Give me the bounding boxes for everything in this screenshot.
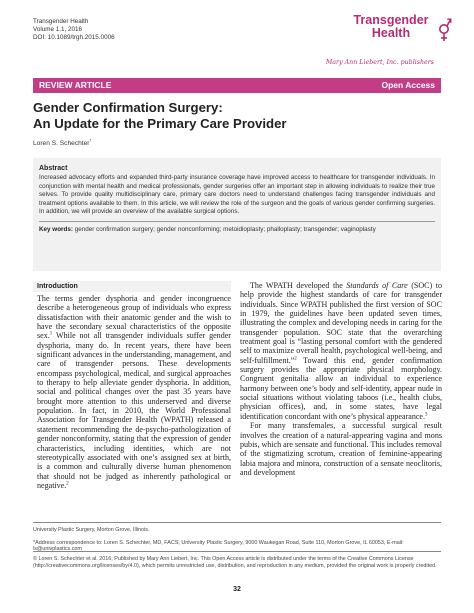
ref-3[interactable]: 3 — [425, 412, 428, 418]
license-divider — [33, 551, 441, 552]
intro-text-b: While not all transgender individuals suffer gender dysphoria, many do. In recent years, there have been significant advances in the understanding, management, and care of transgender persons. These developments encompass psychological, medical, and surgical approaches to therapy to help alleviate gender dysphoria. In addition, social and political changes over the past 35 years have brought more attention to this underserved and diverse population. In fact, in 2010, the World Professional Association for Transgender Health (WPATH) released a statement recommending the de-psycho-pathologization of gender nonconformity, stating that the expression of gender characteristics, including identities, which are not stereotypically associated with one’s assigned sex at birth, is a common and culturally diverse human phenomenon that should not be judged as inherently pathological or negative. — [37, 331, 231, 490]
wpath-text-a: The WPATH developed the — [250, 281, 347, 290]
article-title — [33, 100, 433, 132]
keywords-label: Key words: — [39, 225, 73, 233]
license-text: © Loren S. Schechter et al. 2016; Published by Mary Ann Liebert, Inc. This Open Access article is distributed under the terms of the Creative Commons License (http://creativecommons.org/licenses/by/4.0), which permits unrestricted use, distribution, and reproduction in any medium, provided the original work is properly credited. — [33, 556, 437, 570]
ref-2b[interactable]: 2 — [294, 356, 297, 362]
correspondence-note: *Address correspondence to: Loren S. Schechter, MD, FACS, University Plastic Surgery, 9000 Waukegan Road, Suite 110, Morton Grove, IL 60053, E-mail: ls@univplastics.com — [33, 540, 404, 552]
wpath-text-b: (SOC) to help provide the highest standards of care for transgender individuals. Since WPATH published the first version of SOC in 1979, the guidelines have been updated seven times, illustrating the complex and developing needs in caring for the transgender population. SOC state that the overarching treatment goal is “lasting personal comfort with the gendered self to maximize overall health, psychological well-being, and self-fulfillment.” — [240, 281, 442, 365]
wpath-text-c: Toward this end, gender confirmation surgery provides the appropriate physical morphology. Congruent genitalia allow an individual to experience harmony between one’s body and self-identity, appear nude in social situations without violating taboos (i.e., health clubs, physician offices), and, in some states, have legal identification concordant with one’s physical appearance. — [240, 355, 442, 421]
intro-text-a: The terms gender dysphoria and gender incongruence describe a heterogeneous group of individuals who express dissatisfaction with their anatomic gender and the wish to have the secondary sexual characteristics of the opposite sex. — [37, 294, 231, 341]
keywords-list: gender confirmation surgery; gender nonconforming; metoidioplasty; phalloplasty; transgender; vaginoplasty — [72, 225, 376, 233]
title-line-1: Gender Confirmation Surgery: — [33, 100, 223, 115]
article-type-label: REVIEW ARTICLE — [39, 80, 112, 90]
article-type-banner — [33, 78, 441, 93]
transfemales-paragraph: For many transfemales, a successful surgical result involves the creation of a natural-appearing vagina and mons pubis, which are sensate and functional. This includes removal of the stigmatizing scrotum, creation of feminine-appearing labia majora and minora, construction of a sensate neoclitoris, and development — [240, 421, 442, 477]
author-line — [33, 138, 91, 147]
author-name: Loren S. Schechter — [33, 140, 90, 148]
journal-logo — [318, 13, 434, 66]
introduction-heading: Introduction — [33, 281, 231, 292]
abstract-box — [33, 158, 441, 271]
journal-meta — [33, 18, 115, 42]
wpath-paragraph — [240, 281, 442, 421]
volume-text: Volume 1.1, 2016 — [33, 26, 83, 33]
author-mark: * — [89, 138, 92, 143]
title-line-2: An Update for the Primary Care Provider — [33, 116, 287, 131]
publisher-name: Mary Ann Liebert, Inc. publishers — [325, 59, 434, 66]
keywords — [39, 226, 435, 235]
transgender-symbol-icon — [436, 17, 452, 43]
journal-logo-line1: Transgender — [353, 13, 429, 27]
intro-paragraph — [33, 294, 231, 490]
affiliation-note: University Plastic Surgery, Morton Grove, Illinois. — [33, 527, 150, 533]
journal-logo-name — [348, 14, 434, 40]
journal-title-text: Transgender Health — [33, 18, 89, 25]
abstract-divider — [39, 221, 435, 222]
ref-1[interactable]: 1 — [49, 331, 53, 337]
doi-text: DOI: 10.1089/trgh.2015.0006 — [33, 34, 115, 41]
open-access-label: Open Access — [381, 80, 435, 90]
abstract-heading: Abstract — [39, 165, 68, 172]
ref-2[interactable]: 2 — [66, 481, 69, 487]
standards-of-care-italic: Standards of Care — [346, 281, 408, 290]
journal-logo-line2: Health — [371, 26, 411, 40]
footnote-divider — [33, 522, 441, 523]
page-number: 32 — [233, 586, 241, 593]
abstract-text: Increased advocacy efforts and expanded third-party insurance coverage have improved access to healthcare for transgender individuals. In conjunction with mental health and medical professionals, gender surgeries offer an important step in allowing individuals to realize their true selves. To provide quality multidisciplinary care, primary care doctors need to understand challenges facing transgender individuals and treatment options available to them. In this article, we will review the role of the surgeon and the goals of various gender confirming surgeries. In addition, we will provide an overview of the available surgical options. — [39, 174, 435, 216]
right-column — [240, 281, 442, 477]
left-column — [33, 281, 231, 490]
